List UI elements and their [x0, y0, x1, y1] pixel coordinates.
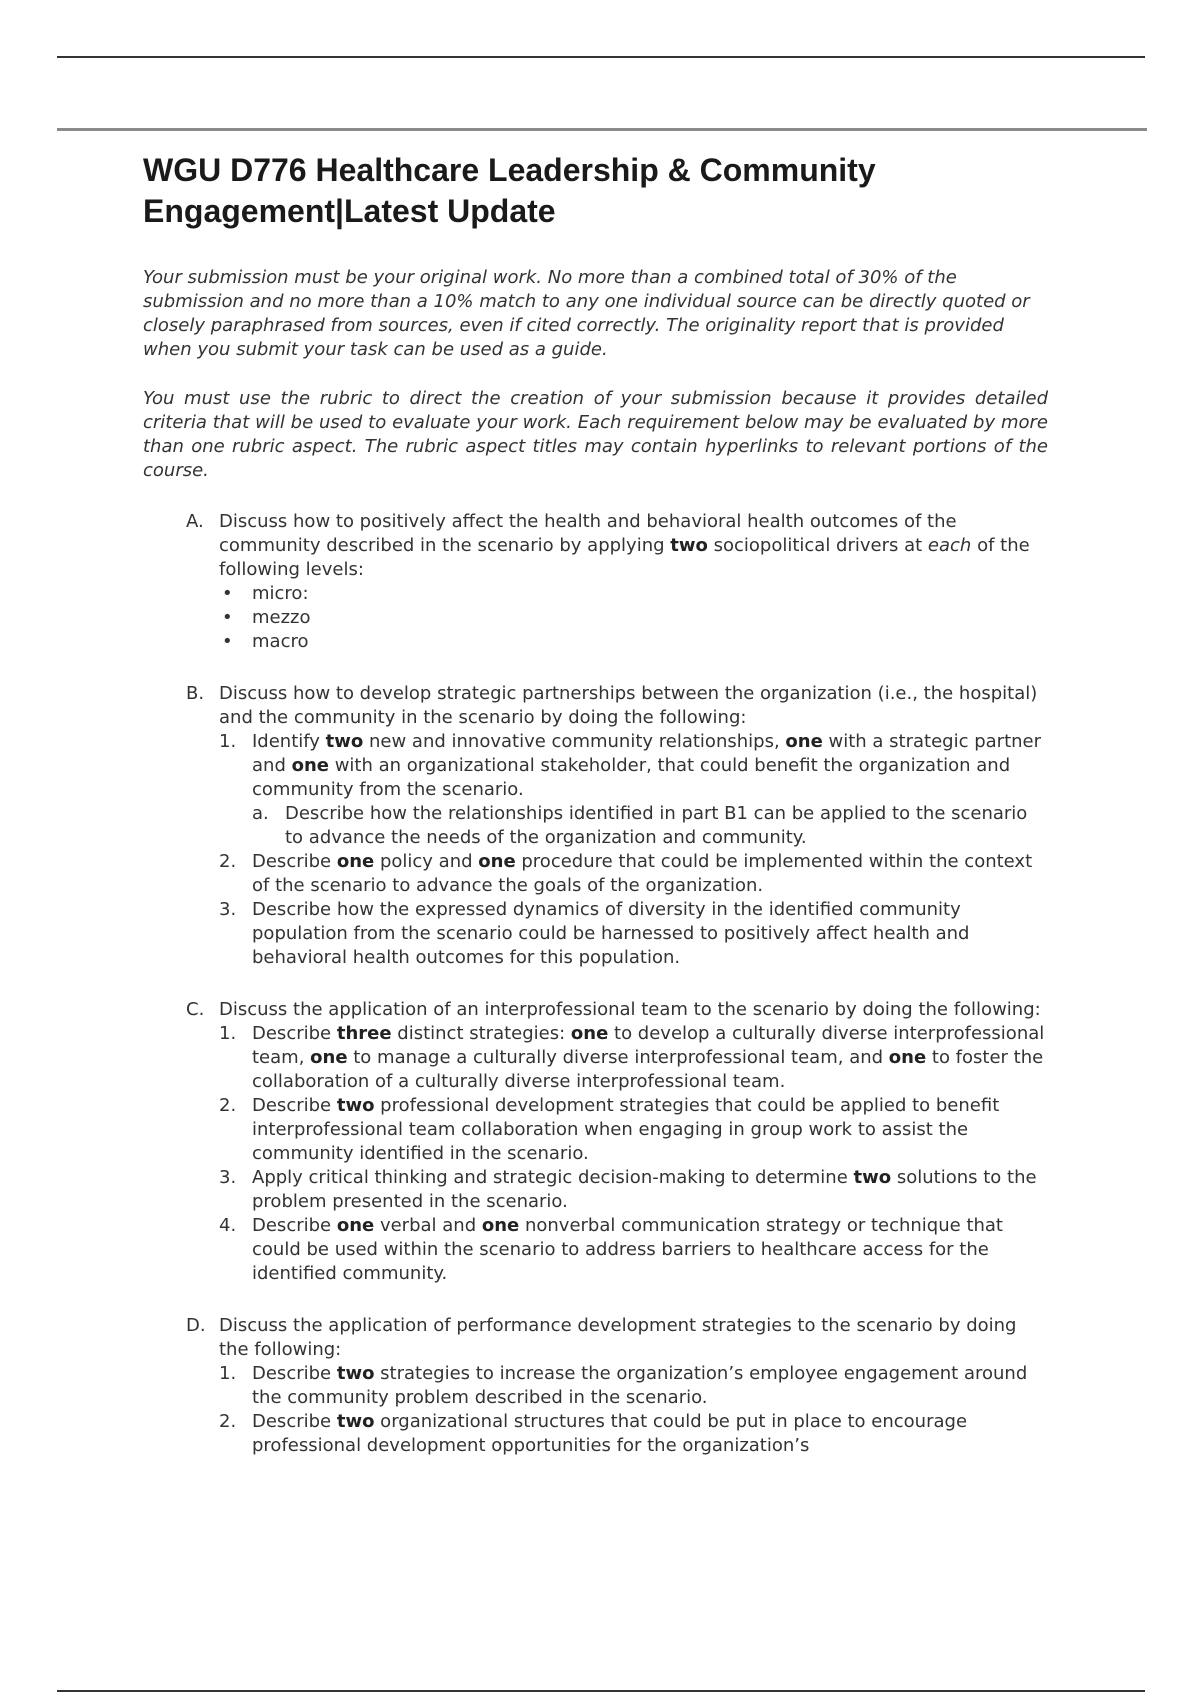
top-rule	[57, 56, 1145, 58]
section-c-intro: Discuss the application of an interprofessional team to the scenario by doing the following:	[219, 999, 1041, 1020]
title-line-1: WGU D776 Healthcare Leadership & Community	[143, 152, 876, 188]
list-item: • macro	[219, 630, 1048, 654]
sub-list-item: a. Describe how the relationships identified in part B1 can be applied to the scenario to advance the needs of the organization and community.	[252, 803, 1028, 848]
list-item: 2. Describe two organizational structures that could be put in place to encourage professional development opportunities for the organization’s	[219, 1411, 968, 1456]
list-item: 2. Describe two professional development strategies that could be applied to benefit interprofessional team collaboration when engaging in group work to assist the community identified in the scenario.	[219, 1095, 1000, 1164]
section-b-body	[219, 682, 1048, 970]
header-rule	[57, 128, 1147, 131]
bullet: •	[222, 607, 233, 628]
section-b-intro: Discuss how to develop strategic partnerships between the organization (i.e., the hospital) and the community in the scenario by doing the following:	[219, 683, 1038, 728]
section-a-text: Discuss how to positively affect the health and behavioral health outcomes of the community described in the scenario by applying two sociopolitical drivers at each of the following levels:	[219, 511, 1030, 580]
bullet: •	[222, 631, 233, 652]
list-item: 4. Describe one verbal and one nonverbal communication strategy or technique that could be used within the scenario to address barriers to healthcare access for the identified community.	[219, 1215, 1003, 1284]
list-item: 1. Describe three distinct strategies: one to develop a culturally diverse interprofessional team, one to manage a culturally diverse interprofessional team, and one to foster the collaboration of a culturally diverse interprofessional team.	[219, 1023, 1045, 1092]
title-line-2: Engagement|Latest Update	[143, 193, 556, 229]
list-item: 1. Describe two strategies to increase the organization’s employee engagement around the community problem described in the scenario.	[219, 1363, 1028, 1408]
page-title	[143, 150, 1048, 232]
document-body	[143, 150, 1048, 1458]
list-item: 2. Describe one policy and one procedure that could be implemented within the context of the scenario to advance the goals of the organization.	[219, 851, 1033, 896]
section-letter: A.	[186, 511, 204, 532]
list-item: 3. Apply critical thinking and strategic decision-making to determine two solutions to the problem presented in the scenario.	[219, 1167, 1037, 1212]
section-d	[186, 1314, 1048, 1458]
section-c-body	[219, 998, 1048, 1286]
bottom-rule	[57, 1690, 1145, 1692]
section-d-body	[219, 1314, 1048, 1458]
list-item: 1. Identify two new and innovative community relationships, one with a strategic partner and one with an organizational stakeholder, that could benefit the organization and community from the scenario. a. Describe how the relationships identified in part B1 can be applied to the scenario to advance the needs of the organization and community.	[219, 730, 1048, 850]
bullet: •	[222, 583, 233, 604]
section-letter: C.	[186, 999, 205, 1020]
list-item: • micro:	[219, 582, 1048, 606]
section-a	[186, 510, 1048, 654]
section-c	[186, 998, 1048, 1286]
intro-originality: Your submission must be your original work. No more than a combined total of 30% of the submission and no more than a 10% match to any one individual source can be directly quoted or closely paraphrased from sources, even if cited correctly. The originality report that is provided when you submit your task can be used as a guide.	[143, 267, 1030, 360]
list-item: 3. Describe how the expressed dynamics of diversity in the identified community population from the scenario could be harnessed to positively affect health and behavioral health outcomes for this population.	[219, 899, 970, 968]
section-d-intro: Discuss the application of performance development strategies to the scenario by doing the following:	[219, 1315, 1017, 1360]
section-letter: B.	[186, 683, 205, 704]
levels-list	[219, 582, 1048, 654]
section-letter: D.	[186, 1315, 206, 1336]
list-item: • mezzo	[219, 606, 1048, 630]
section-a-body	[219, 510, 1048, 654]
intro-rubric: You must use the rubric to direct the creation of your submission because it provides detailed criteria that will be used to evaluate your work. Each requirement below may be evaluated by more than one rubric aspect. The rubric aspect titles may contain hyperlinks to relevant portions of the course.	[143, 388, 1048, 481]
section-b	[186, 682, 1048, 970]
